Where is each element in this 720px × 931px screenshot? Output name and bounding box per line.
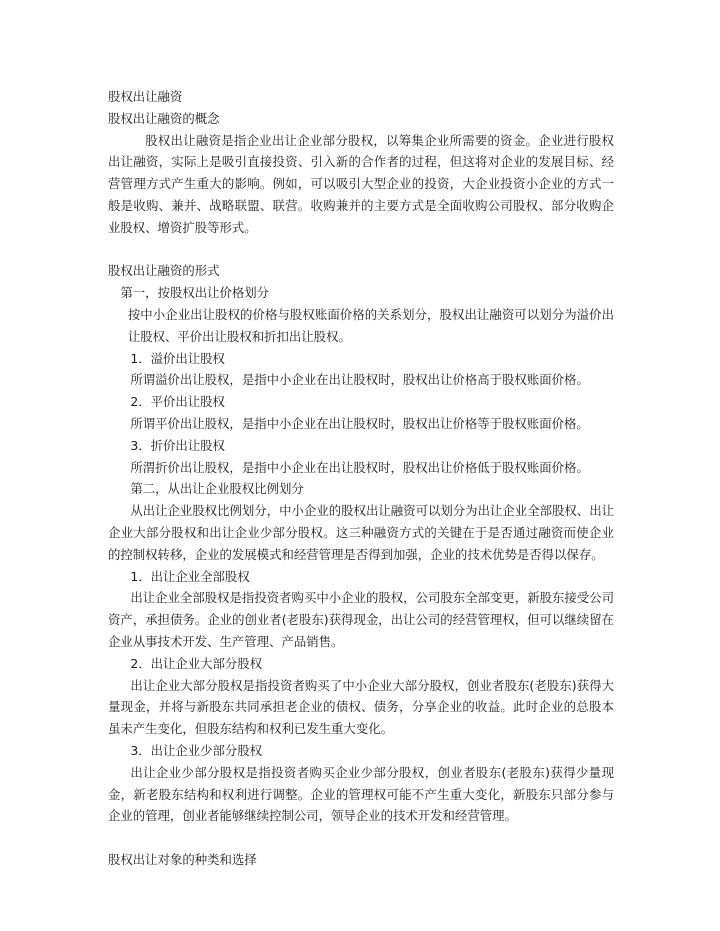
ratio-item-text: 出让企业全部股权是指投资者购买中小企业的股权，公司股东全部变更，新股东接受公司资产，承担债务。企业的创业者(老股东)获得现金，出让公司的经营管理权，但可以继续留在企业从事技术开发、生产管理、产品销售。 (108, 590, 614, 649)
price-item-label: 2．平价出让股权 (130, 394, 225, 410)
spacer (108, 827, 614, 849)
concept-heading: 股权出让融资的概念 (108, 110, 220, 126)
by-price-heading: 第一，按股权出让价格划分 (120, 285, 270, 301)
spacer (108, 239, 614, 261)
ratio-item-text: 出让企业大部分股权是指投资者购买了中小企业大部分股权，创业者股东(老股东)获得大量现金，并将与新股东共同承担老企业的债权、债务，分享企业的收益。此时企业的总股本虽未产生变化，但股东结构和权利已发生重大变化。 (108, 677, 614, 737)
by-price-intro: 按中小企业出让股权的价格与股权账面价格的关系划分，股权出让融资可以划分为溢价出让股权、平价出让股权和折扣出让股权。 (127, 306, 614, 344)
price-item-label: 3．折价出让股权 (130, 437, 225, 453)
by-ratio-intro: 从出让企业股权比例划分，中小企业的股权出让融资可以划分为出让企业全部股权、出让企业大部分股权和出让企业少部分股权。这三种融资方式的关键在于是否通过融资而使企业的控制权转移，企业的发展模式和经营管理是否得到加强，企业的技术优势是否得以保存。 (108, 503, 614, 562)
doc-title: 股权出让融资 (108, 89, 183, 104)
by-ratio-heading: 第二，从出让企业股权比例划分 (130, 481, 304, 497)
concept-paragraph: 股权出让融资是指企业出让企业部分股权，以筹集企业所需要的资金。企业进行股权出让融资，实际上是吸引直接投资、引入新的合作者的过程，但这将对企业的发展目标、经营管理方式产生重大的影响。例如，可以吸引大型企业的投资，大企业投资小企业的方式一般是收购、兼并、战略联盟、联营。收购兼并的主要方式是全面收购公司股权、部分收购企业股权、增资扩股等形式。 (108, 132, 614, 235)
forms-heading: 股权出让融资的形式 (108, 263, 220, 279)
targets-heading: 股权出让对象的种类和选择 (108, 851, 257, 867)
ratio-item-label: 1．出让企业全部股权 (130, 568, 250, 584)
ratio-item-text: 出让企业少部分股权是指投资者购买企业少部分股权，创业者股东(老股东)获得少量现金，新老股东结构和权利进行调整。企业的管理权可能不产生重大变化，新股东只部分参与企业的管理，创业者能够继续控制公司，领导企业的技术开发和经营管理。 (108, 764, 614, 824)
price-item-text: 所渭折价出让股权，是指中小企业在出让股权时，股权出让价格低于股权账面价格。 (130, 459, 589, 475)
ratio-item-label: 2．出让企业大部分股权 (130, 655, 263, 671)
price-item-label: 1．溢价出让股权 (130, 350, 225, 366)
price-item-text: 所谓平价出让股权，是指中小企业在出让股权时，股权出让价格等于股权账面价格。 (130, 415, 589, 431)
price-item-text: 所谓溢价出让股权，是指中小企业在出让股权时，股权出让价格高于股权账面价格。 (130, 372, 589, 388)
document-page (108, 86, 614, 871)
ratio-item-label: 3．出让企业少部分股权 (130, 742, 263, 758)
